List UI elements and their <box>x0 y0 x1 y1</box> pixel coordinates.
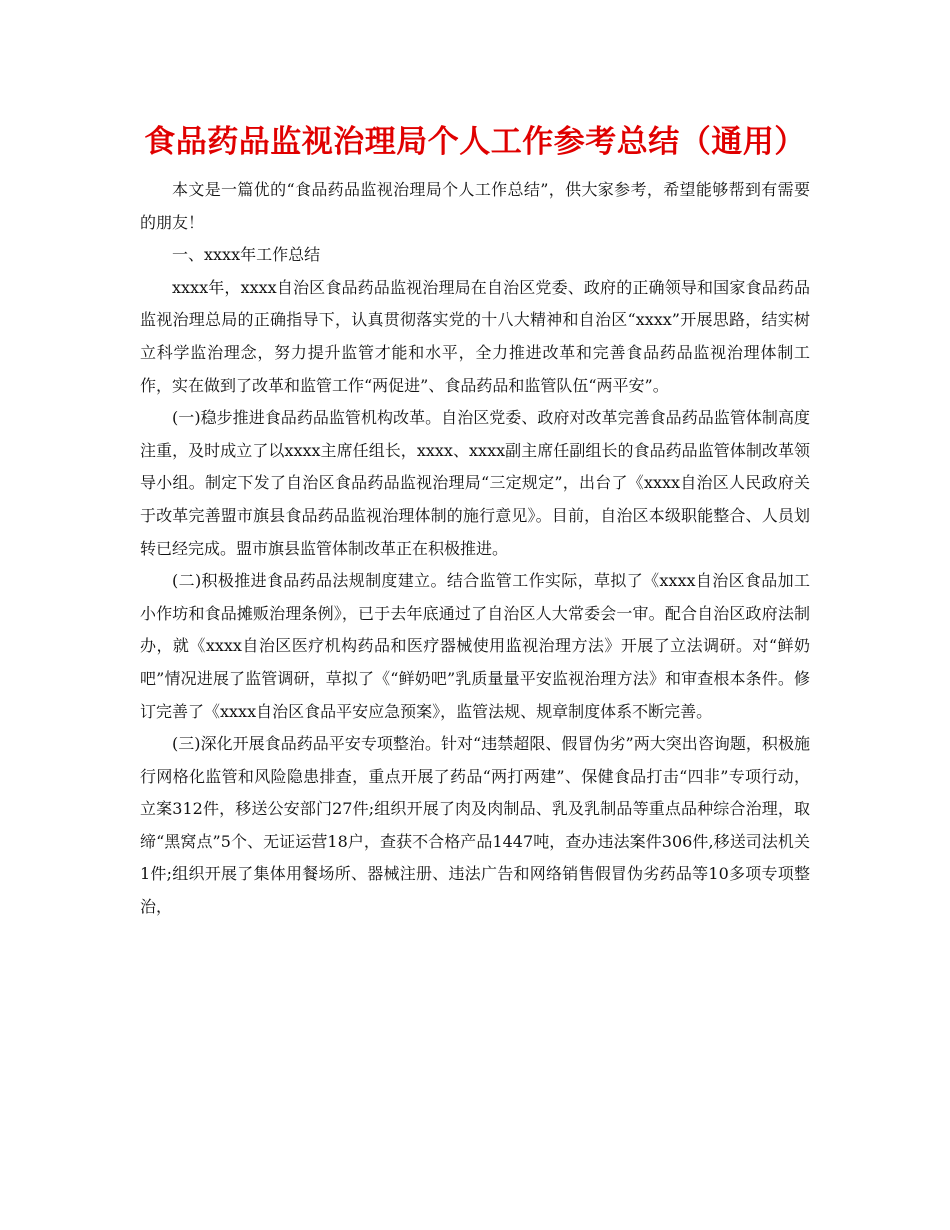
document-title: 食品药品监视治理局个人工作参考总结（通用） <box>144 124 806 160</box>
paragraph-item-3: (三)深化开展食品药品平安专项整治。针对“违禁超限、假冒伪劣”两大突出咨询题，积极施行网格化监管和风险隐患排查，重点开展了药品“两打两建”、保健食品打击“四非”专项行动，立案312件，移送公安部门27件;组织开展了肉及肉制品、乳及乳制品等重点品种综合治理，取缔“黑窝点”5个、无证运营18户，查获不合格产品1447吨，查办违法案件306件,移送司法机关1件;组织开展了集体用餐场所、器械注册、违法广告和网络销售假冒伪劣药品等10多项专项整治， <box>140 734 810 917</box>
paragraph-item-2: (二)积极推进食品药品法规制度建立。结合监管工作实际，草拟了《xxxx自治区食品加工小作坊和食品摊贩治理条例》，已于去年底通过了自治区人大常委会一审。配合自治区政府法制办，就《xxxx自治区医疗机构药品和医疗器械使用监视治理方法》开展了立法调研。对“鲜奶吧”情况进展了监管调研，草拟了《“鲜奶吧”乳质量量平安监视治理方法》和审查根本条件。修订完善了《xxxx自治区食品平安应急预案》，监管法规、规章制度体系不断完善。 <box>140 571 810 721</box>
paragraph-section-heading: 一、xxxx年工作总结 <box>172 245 321 265</box>
paragraph-summary: xxxx年，xxxx自治区食品药品监视治理局在自治区党委、政府的正确领导和国家食品药品监视治理总局的正确指导下，认真贯彻落实党的十八大精神和自治区“xxxx”开展思路，结实树立科学监治理念，努力提升监管才能和水平，全力推进改革和完善食品药品监视治理体制工作，实在做到了改革和监管工作“两促进”、食品药品和监管队伍“两平安”。 <box>140 277 810 395</box>
paragraph-intro: 本文是一篇优的“食品药品监视治理局个人工作总结”，供大家参考，希望能够帮到有需要的朋友！ <box>140 180 810 232</box>
paragraph-item-1: (一)稳步推进食品药品监管机构改革。自治区党委、政府对改革完善食品药品监管体制高度注重，及时成立了以xxxx主席任组长，xxxx、xxxx副主席任副组长的食品药品监管体制改革领导小组。制定下发了自治区食品药品监视治理局“三定规定”，出台了《xxxx自治区人民政府关于改革完善盟市旗县食品药品监视治理体制的施行意见》。目前，自治区本级职能整合、人员划转已经完成。盟市旗县监管体制改革正在积极推进。 <box>140 408 810 558</box>
